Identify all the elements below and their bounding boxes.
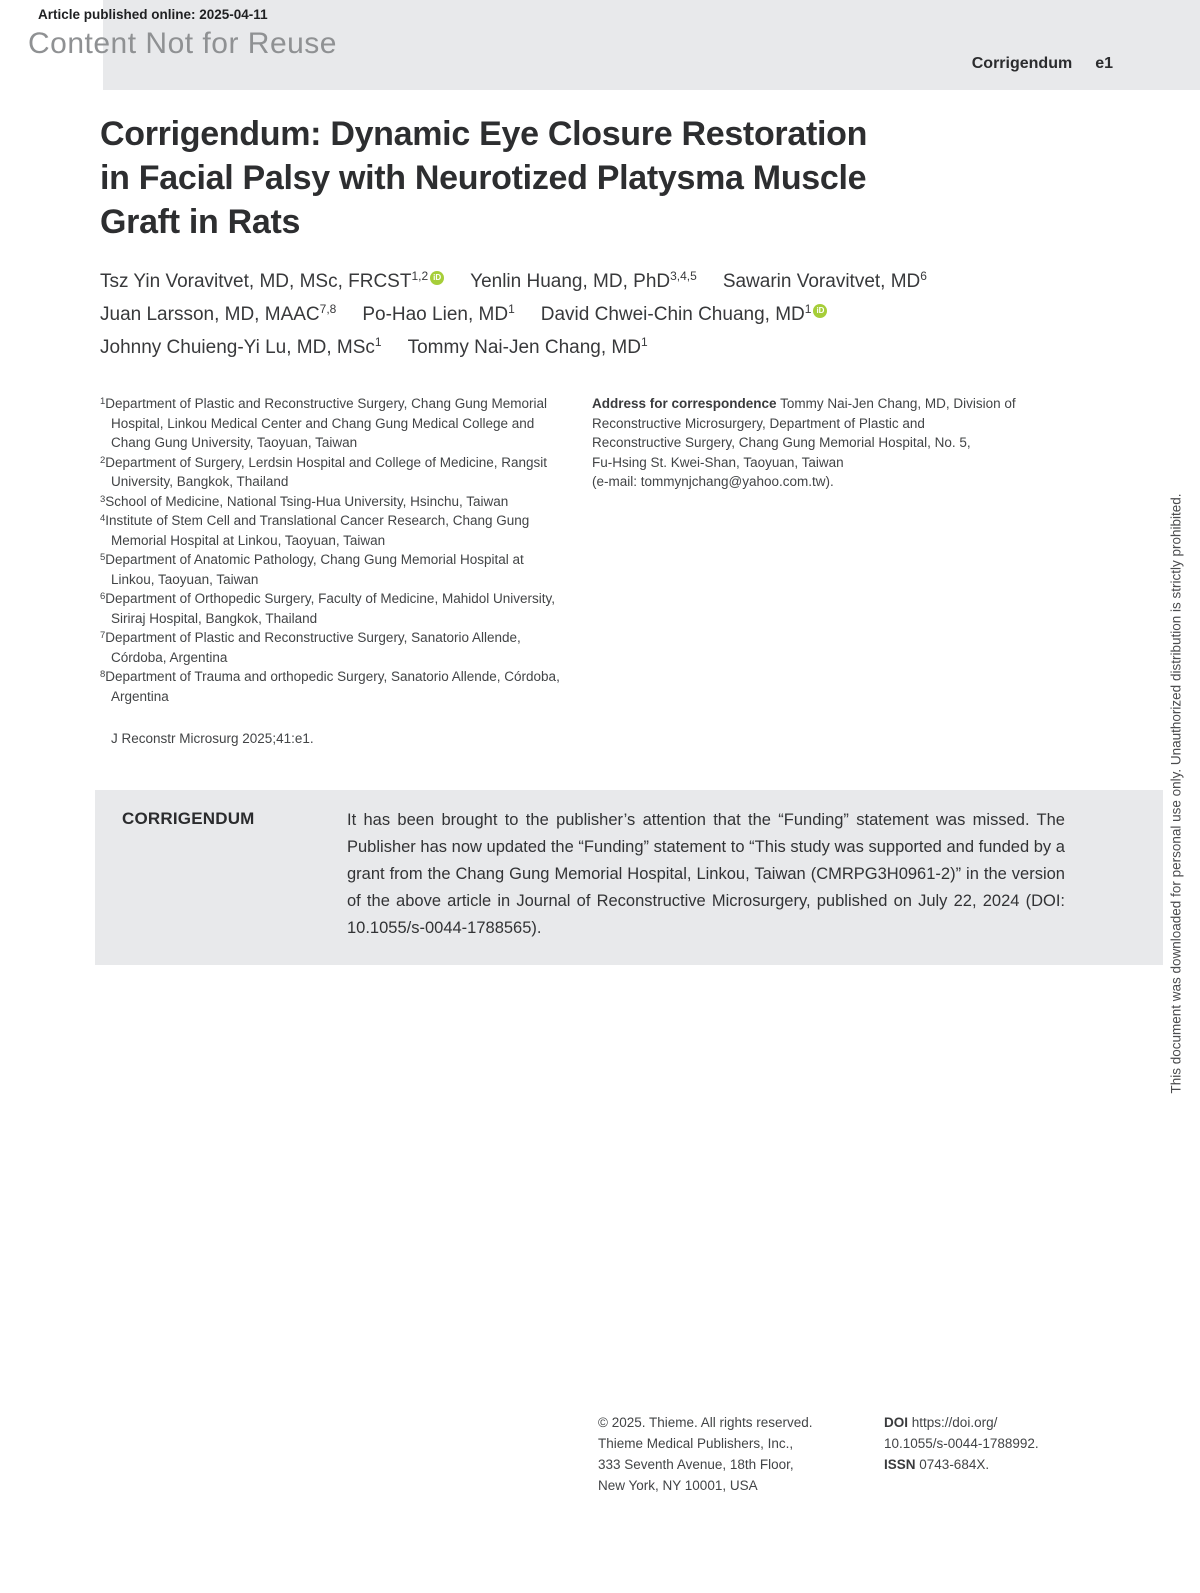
affiliation: $^5$Department of Anatomic Pathology, Chang Gung Memorial Hospital at Linkou, Taoyuan, Taiwan	[100, 552, 524, 587]
orcid-icon[interactable]: iD	[430, 271, 444, 285]
content-not-for-reuse-watermark: Content Not for Reuse	[28, 27, 337, 60]
affiliation: $^6$Department of Orthopedic Surgery, Faculty of Medicine, Mahidol University, Siriraj Hospital, Bangkok, Thailand	[100, 591, 555, 626]
author-affiliation-superscript: 1	[508, 302, 515, 316]
affiliation-number: 3	[100, 493, 106, 505]
corrigendum-text: It has been brought to the publisher’s attention that the “Funding” statement was missed. The Publisher has now updated the “Funding” statement to “This study was supported and funded by a grant from the Chang Gung Memorial Hospital, Linkou, Taiwan (CMRPG3H0961-2)” in the version of the above article in Journal of Reconstructive Microsurgery, published on July 22, 2024 (DOI: 10.1055/s-0044-1788565).	[347, 811, 1065, 937]
author-affiliation-superscript: 1	[374, 335, 382, 349]
footer	[598, 1412, 1039, 1496]
published-online-date: Article published online: 2025-04-11	[38, 7, 268, 22]
affiliation: $^2$Department of Surgery, Lerdsin Hospital and College of Medicine, Rangsit University, Bangkok, Thailand	[100, 454, 548, 489]
author: Tsz Yin Voravitvet, MD, MSc, FRCST$^{1,2}$ iD	[100, 271, 444, 292]
doi-link[interactable]: https://doi.org/	[911, 1415, 998, 1430]
author-affiliation-superscript: 3,4,5	[670, 269, 697, 283]
running-head	[972, 55, 1113, 73]
affiliations	[100, 394, 568, 706]
affiliation: $^7$Department of Plastic and Reconstructive Surgery, Sanatorio Allende, Córdoba, Argentina	[100, 630, 521, 665]
correspondence-label: Address for correspondence	[592, 396, 777, 411]
author-affiliation-superscript: 7,8	[319, 302, 337, 316]
affiliation-number: 2	[100, 454, 106, 466]
affiliation: $^3$School of Medicine, National Tsing-Hua University, Hsinchu, Taiwan	[100, 493, 509, 509]
author: Po-Hao Lien, $MD^1$	[362, 302, 515, 325]
footer-doi	[884, 1412, 1039, 1496]
journal-citation: J Reconstr Microsurg 2025;41:e1.	[111, 731, 314, 746]
author-affiliation-superscript: 6	[920, 269, 927, 283]
page-number: e1	[1095, 55, 1113, 72]
orcid-icon[interactable]: iD	[813, 304, 827, 318]
author-line	[100, 303, 953, 326]
affiliation-number: 8	[100, 669, 106, 680]
affiliation-number: 7	[100, 630, 106, 641]
footer-imprint: © 2025. Thieme. All rights reserved. Thieme Medical Publishers, Inc., 333 Seventh Avenue, 18th Floor, New York, NY 10001, USA	[598, 1415, 813, 1493]
author-affiliation-superscript: 1	[640, 335, 648, 349]
affiliation-number: 6	[100, 591, 106, 602]
corrigendum-box	[95, 790, 1163, 965]
affiliation-number: 5	[100, 552, 106, 563]
correspondence-text: Address for correspondence Tommy Nai-Jen Chang, MD, Division of Reconstructive Microsurgery, Department of Plastic and Reconstructive Surgery, Chang Gung Memorial Hospital, No. 5, Fu-Hsing St. Kwei-Shan, Taoyuan, Taiwan (e-mail: tommynjchang@yahoo.com.tw).	[592, 396, 1016, 489]
issn-label: ISSN	[884, 1457, 916, 1472]
issn-value: 0743-684X.	[919, 1457, 990, 1472]
article-title: Corrigendum: Dynamic Eye Closure Restoration in Facial Palsy with Neurotized Platysma Muscle Graft in Rats	[100, 115, 868, 241]
affiliation: $^1$Department of Plastic and Reconstructive Surgery, Chang Gung Memorial Hospital, Linkou Medical Center and Chang Gung Medical College and Chang Gung University, Taoyuan, Taiwan	[100, 396, 547, 450]
author: Juan Larsson, MD, MAAC$^{7,8}$	[100, 302, 337, 325]
doi-label: DOI	[884, 1415, 909, 1430]
doi-link-line2[interactable]: 10.1055/s-0044-1788992.	[884, 1436, 1039, 1451]
author: Sawarin Voravitvet, $MD^6$	[722, 269, 927, 292]
author-affiliation-superscript: 1,2	[411, 269, 429, 283]
author: Johnny Chuieng-Yi Lu, MD, MSc$^1$	[100, 335, 382, 358]
correspondence-email-link[interactable]: tommynjchang@yahoo.com.tw	[640, 474, 826, 489]
author-line	[100, 336, 953, 359]
author: Yenlin Huang, MD, PhD$^{3,4,5}$	[470, 269, 697, 292]
authors	[100, 270, 953, 369]
affiliation: $^4$Institute of Stem Cell and Translational Cancer Research, Chang Gung Memorial Hospital at Linkou, Taoyuan, Taiwan	[100, 513, 530, 548]
correspondence-block	[592, 394, 1084, 492]
author-affiliation-superscript: 1	[804, 302, 812, 316]
author: David Chwei-Chin Chuang, $MD^1$ iD	[541, 304, 828, 325]
affiliation-number: 1	[100, 396, 106, 407]
affiliation: $^8$Department of Trauma and orthopedic Surgery, Sanatorio Allende, Córdoba, Argentina	[100, 669, 560, 704]
license-sidebar-text: This document was downloaded for personal use only. Unauthorized distribution is strictly prohibited.	[1168, 493, 1184, 1094]
corrigendum-heading: CORRIGENDUM	[122, 809, 255, 828]
affiliation-number: 4	[100, 513, 106, 524]
author: Tommy Nai-Jen Chang, $MD^1$	[407, 335, 648, 358]
section-label: Corrigendum	[971, 55, 1073, 72]
author-line	[100, 270, 953, 293]
